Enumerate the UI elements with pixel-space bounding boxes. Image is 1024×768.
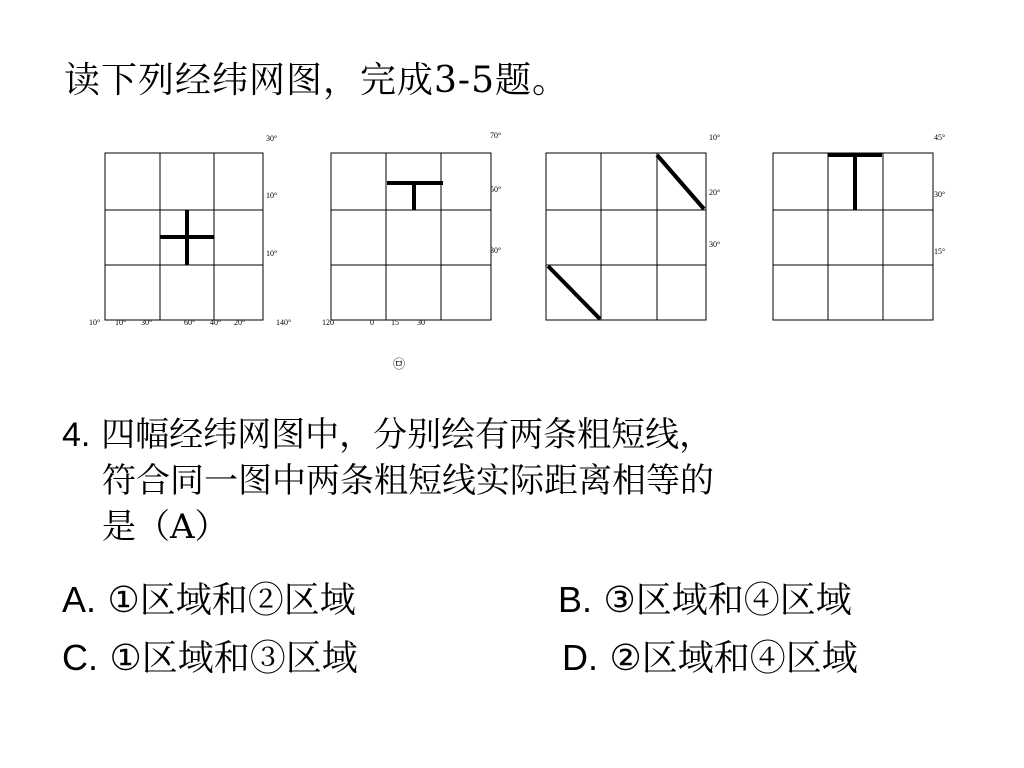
grid-2-label-right-2: 50° (490, 185, 502, 194)
grid-2-label-right-3: 30° (490, 246, 502, 255)
grid-2-label-right-1: 70° (490, 131, 502, 140)
grid-2 (331, 153, 491, 320)
option-c-text: ①区域和③区域 (109, 638, 358, 679)
grid-1-label-bottom-5: 40° (210, 318, 222, 327)
question-number: 4. (62, 416, 91, 454)
grid-3-thick-diagonal-upper (657, 155, 704, 209)
grid-4-label-right-2: 30° (934, 190, 946, 199)
grid-4-thick-lines (828, 155, 882, 210)
option-d[interactable] (562, 630, 858, 681)
option-b-text: ③区域和④区域 (603, 580, 852, 621)
question-4 (62, 412, 962, 550)
grid-1-label-bottom-2: 10° (115, 318, 127, 327)
question-line-2: 符合同一图中两条粗短线实际距离相等的 (102, 461, 714, 501)
grid-4-label-right-1: 45° (934, 133, 946, 142)
question-line-1: 四幅经纬网图中，分别绘有两条粗短线， (101, 415, 714, 455)
grid-2-label-bottom-3: 15 (391, 318, 399, 327)
grid-2-label-bottom-1: 120 (322, 318, 334, 327)
grid-3-thick-diagonal-lower (548, 266, 600, 319)
grid-3-label-right-1: 10° (709, 133, 721, 142)
option-c[interactable] (62, 630, 358, 681)
grid-3 (546, 153, 706, 320)
grid-2-label-bottom-4: 30 (417, 318, 425, 327)
option-a-text: ①区域和②区域 (107, 580, 356, 621)
grid-4-label-right-3: 15° (934, 247, 946, 256)
grid-3-thick-lines (548, 155, 704, 319)
grid-1-label-right-2: 10° (266, 191, 278, 200)
question-line-3: 是（A） (102, 507, 229, 547)
grid-1-label-right-3: 10° (266, 249, 278, 258)
grid-3-label-right-2: 20° (709, 188, 721, 197)
footnote-symbol: ㉤ (393, 357, 406, 371)
grid-1-thick-lines (160, 210, 214, 265)
grid-2-thick-lines (387, 183, 443, 210)
grid-1-label-right-1: 30° (266, 134, 278, 143)
graticule-diagrams (0, 125, 1024, 375)
grid-3-label-right-3: 30° (709, 240, 721, 249)
grid-2-label-bottom-2: 0 (370, 318, 374, 327)
option-d-text: ②区域和④区域 (609, 638, 858, 679)
option-a[interactable] (62, 572, 356, 623)
grid-1-label-bottom-1: 10° (89, 318, 101, 327)
grid-1-label-bottom-3: 30° (141, 318, 153, 327)
option-c-letter: C. (62, 637, 98, 678)
option-b[interactable] (558, 572, 852, 623)
grid-1-label-bottom-7: 140° (276, 318, 292, 327)
option-a-letter: A. (62, 579, 97, 620)
option-b-letter: B. (558, 579, 593, 620)
page-title: 读下列经纬网图，完成3-5题。 (64, 60, 569, 101)
grid-1-label-bottom-4: 60° (184, 318, 196, 327)
graticule-svg (0, 125, 1024, 375)
option-d-letter: D. (562, 637, 598, 678)
grid-1-label-bottom-6: 20° (234, 318, 246, 327)
